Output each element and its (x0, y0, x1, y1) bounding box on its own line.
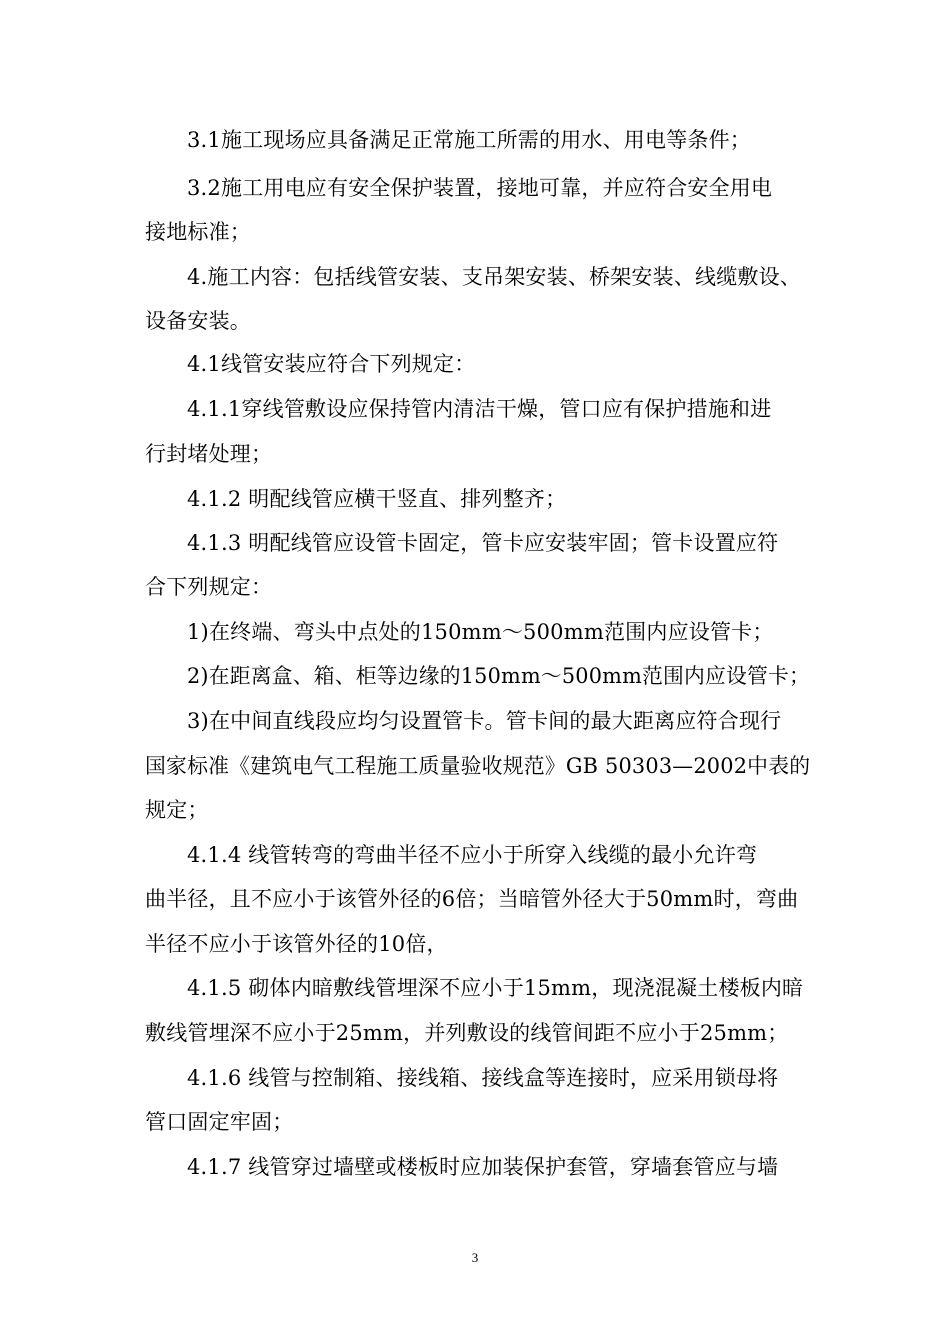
page-number: 3 (471, 1250, 479, 1265)
text-line: 4.施工内容：包括线管安装、支吊架安装、桥架安装、线缆敷设、 (187, 265, 802, 289)
text-line: 规定； (145, 798, 209, 822)
text-line: 3.1施工现场应具备满足正常施工所需的用水、用电等条件； (187, 128, 751, 152)
text-line: 4.1.5 砌体内暗敷线管埋深不应小于15mm，现浇混凝土楼板内暗 (187, 976, 804, 1000)
text-line: 合下列规定： (145, 575, 273, 599)
text-line: 国家标准《建筑电气工程施工质量验收规范》GB 50303—2002中表的 (145, 754, 811, 778)
text-line: 4.1.4 线管转弯的弯曲半径不应小于所穿入线缆的最小允许弯 (187, 843, 758, 867)
text-line: 3)在中间直线段应均匀设置管卡。管卡间的最大距离应符合现行 (187, 709, 782, 733)
text-line: 半径不应小于该管外径的10倍， (145, 932, 448, 956)
text-line: 4.1.7 线管穿过墙壁或楼板时应加装保护套管，穿墙套管应与墙 (187, 1155, 779, 1179)
text-line: 设备安装。 (145, 309, 251, 333)
text-line: 管口固定牢固； (145, 1110, 294, 1134)
text-line: 1)在终端、弯头中点处的150mm～500mm范围内应设管卡； (187, 620, 774, 644)
text-line: 2)在距离盒、箱、柜等边缘的150mm～500mm范围内应设管卡； (187, 664, 811, 688)
text-line: 曲半径，且不应小于该管外径的6倍；当暗管外径大于50mm时，弯曲 (145, 887, 799, 911)
text-line: 4.1.2 明配线管应横干竖直、排列整齐； (187, 487, 567, 511)
text-line: 4.1线管安装应符合下列规定： (187, 352, 476, 376)
text-line: 行封堵处理； (145, 442, 273, 466)
text-line: 4.1.1穿线管敷设应保持管内清洁干燥，管口应有保护措施和进 (187, 397, 772, 421)
text-line: 4.1.6 线管与控制箱、接线箱、接线盒等连接时，应采用锁母将 (187, 1066, 779, 1090)
text-line: 敷线管埋深不应小于25mm，并列敷设的线管间距不应小于25mm； (145, 1021, 789, 1045)
text-line: 接地标准； (145, 220, 251, 244)
text-line: 4.1.3 明配线管应设管卡固定，管卡应安装牢固；管卡设置应符 (187, 531, 779, 555)
text-line: 3.2施工用电应有安全保护装置，接地可靠，并应符合安全用电 (187, 176, 773, 200)
